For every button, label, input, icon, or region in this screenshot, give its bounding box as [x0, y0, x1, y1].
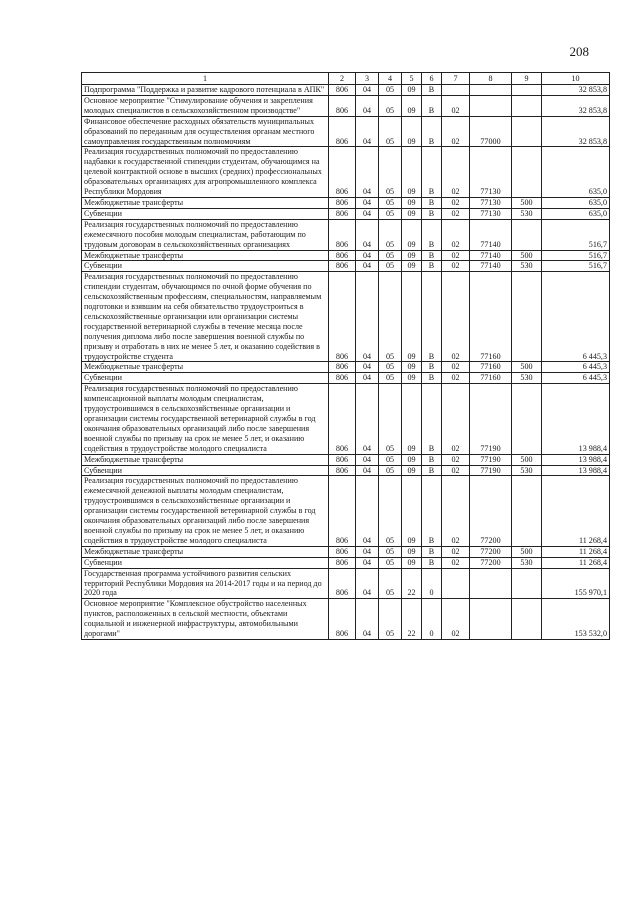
- row-amount: 6 445,3: [542, 272, 610, 362]
- code-section: 04: [356, 546, 379, 557]
- code-event: 02: [442, 557, 470, 568]
- column-header: 7: [442, 73, 470, 85]
- code-program: 09: [402, 250, 422, 261]
- code-event: 02: [442, 465, 470, 476]
- code-admin: 806: [329, 568, 356, 599]
- code-program: 09: [402, 272, 422, 362]
- code-program: 09: [402, 476, 422, 546]
- code-subsection: 05: [379, 250, 402, 261]
- code-program: 22: [402, 599, 422, 640]
- table-row: [82, 147, 610, 198]
- code-subsection: 05: [379, 219, 402, 250]
- code-expense-type: 530: [512, 261, 542, 272]
- row-name: Подпрограмма "Поддержка и развитие кадрового потенциала в АПК": [82, 85, 329, 96]
- code-program: 09: [402, 147, 422, 198]
- code-section: 04: [356, 476, 379, 546]
- code-section: 04: [356, 465, 379, 476]
- code-program: 09: [402, 384, 422, 454]
- code-direction: 77130: [470, 147, 512, 198]
- code-admin: 806: [329, 261, 356, 272]
- code-section: 04: [356, 272, 379, 362]
- code-section: 04: [356, 384, 379, 454]
- code-expense-type: 500: [512, 362, 542, 373]
- code-admin: 806: [329, 250, 356, 261]
- code-subsection: 05: [379, 85, 402, 96]
- table-row: [82, 568, 610, 599]
- code-expense-type: 500: [512, 197, 542, 208]
- row-name: Межбюджетные трансферты: [82, 250, 329, 261]
- column-header: 3: [356, 73, 379, 85]
- row-name: Субвенции: [82, 557, 329, 568]
- code-direction: 77130: [470, 208, 512, 219]
- code-program: 22: [402, 568, 422, 599]
- row-amount: 11 268,4: [542, 476, 610, 546]
- row-name: Государственная программа устойчивого развития сельских территорий Республики Мордовия на 2014-2017 годы и на период до 2020 года: [82, 568, 329, 599]
- code-event: [442, 85, 470, 96]
- table-row: [82, 465, 610, 476]
- table-row: [82, 208, 610, 219]
- row-name: Межбюджетные трансферты: [82, 546, 329, 557]
- code-admin: 806: [329, 465, 356, 476]
- row-amount: 11 268,4: [542, 557, 610, 568]
- table-row: [82, 116, 610, 147]
- code-subsection: 05: [379, 208, 402, 219]
- code-direction: [470, 599, 512, 640]
- code-expense-type: [512, 219, 542, 250]
- code-expense-type: 530: [512, 208, 542, 219]
- code-admin: 806: [329, 599, 356, 640]
- code-program: 09: [402, 465, 422, 476]
- code-program: 09: [402, 208, 422, 219]
- code-event: 02: [442, 476, 470, 546]
- table-row: [82, 557, 610, 568]
- table-row: [82, 261, 610, 272]
- code-expense-type: 500: [512, 454, 542, 465]
- code-subprogram: 0: [422, 599, 442, 640]
- code-expense-type: 500: [512, 546, 542, 557]
- code-direction: 77160: [470, 272, 512, 362]
- column-header: 10: [542, 73, 610, 85]
- code-admin: 806: [329, 454, 356, 465]
- row-amount: 11 268,4: [542, 546, 610, 557]
- code-subsection: 05: [379, 261, 402, 272]
- code-program: 09: [402, 373, 422, 384]
- code-direction: 77000: [470, 116, 512, 147]
- table-row: [82, 454, 610, 465]
- code-subprogram: В: [422, 384, 442, 454]
- code-program: 09: [402, 362, 422, 373]
- code-subsection: 05: [379, 568, 402, 599]
- table-row: [82, 373, 610, 384]
- code-direction: 77200: [470, 557, 512, 568]
- code-event: 02: [442, 272, 470, 362]
- code-admin: 806: [329, 95, 356, 116]
- code-direction: 77190: [470, 465, 512, 476]
- code-subprogram: В: [422, 95, 442, 116]
- column-header: 2: [329, 73, 356, 85]
- code-subsection: 05: [379, 147, 402, 198]
- code-section: 04: [356, 116, 379, 147]
- code-direction: 77140: [470, 250, 512, 261]
- code-direction: 77140: [470, 219, 512, 250]
- code-admin: 806: [329, 362, 356, 373]
- code-subprogram: В: [422, 147, 442, 198]
- code-program: 09: [402, 546, 422, 557]
- code-event: 02: [442, 219, 470, 250]
- code-admin: 806: [329, 85, 356, 96]
- code-subsection: 05: [379, 384, 402, 454]
- code-event: 02: [442, 261, 470, 272]
- code-subprogram: В: [422, 85, 442, 96]
- code-direction: 77140: [470, 261, 512, 272]
- code-direction: [470, 85, 512, 96]
- row-name: Субвенции: [82, 373, 329, 384]
- code-subsection: 05: [379, 362, 402, 373]
- code-subprogram: В: [422, 116, 442, 147]
- row-name: Межбюджетные трансферты: [82, 197, 329, 208]
- code-subsection: 05: [379, 197, 402, 208]
- table-row: [82, 85, 610, 96]
- code-admin: 806: [329, 197, 356, 208]
- row-amount: 32 853,8: [542, 116, 610, 147]
- code-program: 09: [402, 95, 422, 116]
- row-amount: 635,0: [542, 208, 610, 219]
- code-subsection: 05: [379, 599, 402, 640]
- code-expense-type: [512, 95, 542, 116]
- table-row: [82, 250, 610, 261]
- table-row: [82, 476, 610, 546]
- row-name: Реализация государственных полномочий по предоставлению стипендии студентам, обучающимся по очной форме обучения по сельскохозяйственным профессиям, специальностям, направляемым подготовки и взявшим на себя обязательство трудоустроиться в сельскохозяйственные организации или организации системы государственной ветеринарной службы в течение месяца после получения диплома либо после завершения военной службы по призыву и отработать в них не менее 5 лет, и оказанию содействия в трудоустройстве студента: [82, 272, 329, 362]
- table-row: [82, 362, 610, 373]
- code-program: 09: [402, 219, 422, 250]
- code-expense-type: 530: [512, 557, 542, 568]
- code-subprogram: В: [422, 465, 442, 476]
- code-section: 04: [356, 95, 379, 116]
- code-admin: 806: [329, 147, 356, 198]
- code-admin: 806: [329, 546, 356, 557]
- code-event: 02: [442, 95, 470, 116]
- code-direction: 77130: [470, 197, 512, 208]
- row-name: Реализация государственных полномочий по предоставлению ежемесячной денежной выплаты молодым специалистам, трудоустроившимся в сельскохозяйственные организации и организации системы государственной ветеринарной службы в год окончания образовательных организаций либо после завершения военной службы по призыву на срок не менее 5 лет, и оказанию содействия в трудоустройстве молодого специалиста: [82, 476, 329, 546]
- code-section: 04: [356, 557, 379, 568]
- row-amount: 155 970,1: [542, 568, 610, 599]
- code-subprogram: В: [422, 197, 442, 208]
- code-direction: 77190: [470, 454, 512, 465]
- row-name: Межбюджетные трансферты: [82, 454, 329, 465]
- code-subprogram: В: [422, 250, 442, 261]
- code-subsection: 05: [379, 272, 402, 362]
- code-expense-type: [512, 599, 542, 640]
- code-expense-type: 530: [512, 373, 542, 384]
- code-expense-type: [512, 147, 542, 198]
- row-amount: 516,7: [542, 250, 610, 261]
- table-row: [82, 546, 610, 557]
- code-section: 04: [356, 373, 379, 384]
- table-row: [82, 384, 610, 454]
- code-section: 04: [356, 219, 379, 250]
- row-amount: 13 988,4: [542, 465, 610, 476]
- code-direction: [470, 95, 512, 116]
- code-admin: 806: [329, 384, 356, 454]
- code-event: 02: [442, 384, 470, 454]
- row-name: Субвенции: [82, 208, 329, 219]
- code-subprogram: В: [422, 546, 442, 557]
- table-header-row: [82, 73, 610, 85]
- code-section: 04: [356, 208, 379, 219]
- code-program: 09: [402, 116, 422, 147]
- code-section: 04: [356, 568, 379, 599]
- column-header: 9: [512, 73, 542, 85]
- budget-table: [81, 72, 610, 640]
- code-event: 02: [442, 454, 470, 465]
- row-amount: 32 853,8: [542, 85, 610, 96]
- row-name: Межбюджетные трансферты: [82, 362, 329, 373]
- code-program: 09: [402, 261, 422, 272]
- code-direction: 77160: [470, 373, 512, 384]
- table-row: [82, 599, 610, 640]
- code-expense-type: [512, 272, 542, 362]
- code-section: 04: [356, 454, 379, 465]
- code-direction: 77190: [470, 384, 512, 454]
- row-amount: 516,7: [542, 219, 610, 250]
- row-name: Основное мероприятие "Стимулирование обучения и закрепления молодых специалистов в сельскохозяйственном производстве": [82, 95, 329, 116]
- code-subprogram: В: [422, 219, 442, 250]
- code-subprogram: В: [422, 362, 442, 373]
- table-row: [82, 219, 610, 250]
- row-amount: 13 988,4: [542, 384, 610, 454]
- code-event: [442, 568, 470, 599]
- code-direction: 77160: [470, 362, 512, 373]
- row-amount: 13 988,4: [542, 454, 610, 465]
- row-name: Реализация государственных полномочий по предоставлению компенсационной выплаты молодым специалистам, трудоустроившимся в сельскохозяйственные организации и организации системы государственной ветеринарной службы в год окончания образовательных организаций либо после завершения военной службы по призыву на срок не менее 5 лет, и оказанию содействия в трудоустройстве молодого специалиста: [82, 384, 329, 454]
- row-name: Субвенции: [82, 261, 329, 272]
- code-expense-type: [512, 568, 542, 599]
- row-amount: 32 853,8: [542, 95, 610, 116]
- code-subprogram: В: [422, 208, 442, 219]
- code-direction: 77200: [470, 546, 512, 557]
- code-expense-type: [512, 476, 542, 546]
- code-section: 04: [356, 85, 379, 96]
- code-section: 04: [356, 147, 379, 198]
- code-expense-type: 530: [512, 465, 542, 476]
- code-subsection: 05: [379, 557, 402, 568]
- code-subprogram: В: [422, 454, 442, 465]
- row-name: Субвенции: [82, 465, 329, 476]
- code-program: 09: [402, 557, 422, 568]
- row-name: Финансовое обеспечение расходных обязательств муниципальных образований по переданным для осуществления органам местного самоуправления государственным полномочиям: [82, 116, 329, 147]
- page-number: 208: [569, 44, 589, 59]
- code-subprogram: В: [422, 261, 442, 272]
- code-subsection: 05: [379, 373, 402, 384]
- code-subsection: 05: [379, 465, 402, 476]
- column-header: 6: [422, 73, 442, 85]
- table-row: [82, 95, 610, 116]
- column-header: 8: [470, 73, 512, 85]
- code-admin: 806: [329, 208, 356, 219]
- code-subsection: 05: [379, 454, 402, 465]
- row-name: Реализация государственных полномочий по предоставлению надбавки к государственной стипендии студентам, обучающимся на целевой контрактной основе в высших (средних) профессиональных образовательных организациях для агропромышленного комплекса Республики Мордовия: [82, 147, 329, 198]
- code-admin: 806: [329, 116, 356, 147]
- code-event: 02: [442, 208, 470, 219]
- code-subsection: 05: [379, 95, 402, 116]
- row-amount: 6 445,3: [542, 362, 610, 373]
- row-amount: 635,0: [542, 197, 610, 208]
- code-event: 02: [442, 362, 470, 373]
- code-program: 09: [402, 454, 422, 465]
- code-expense-type: [512, 85, 542, 96]
- code-event: 02: [442, 116, 470, 147]
- code-section: 04: [356, 599, 379, 640]
- table-row: [82, 197, 610, 208]
- code-subprogram: В: [422, 373, 442, 384]
- code-event: 02: [442, 599, 470, 640]
- code-event: 02: [442, 147, 470, 198]
- code-subsection: 05: [379, 476, 402, 546]
- code-event: 02: [442, 250, 470, 261]
- table-row: [82, 272, 610, 362]
- code-subprogram: В: [422, 476, 442, 546]
- row-amount: 153 532,0: [542, 599, 610, 640]
- row-amount: 635,0: [542, 147, 610, 198]
- column-header: 4: [379, 73, 402, 85]
- code-subsection: 05: [379, 116, 402, 147]
- code-section: 04: [356, 197, 379, 208]
- code-section: 04: [356, 250, 379, 261]
- code-direction: [470, 568, 512, 599]
- code-subsection: 05: [379, 546, 402, 557]
- row-name: Основное мероприятие "Комплексное обустройство населенных пунктов, расположенных в сельской местности, объектами социальной и инженерной инфраструктуры, автомобильными дорогами": [82, 599, 329, 640]
- code-expense-type: [512, 116, 542, 147]
- code-event: 02: [442, 197, 470, 208]
- code-event: 02: [442, 373, 470, 384]
- code-event: 02: [442, 546, 470, 557]
- code-section: 04: [356, 362, 379, 373]
- code-subprogram: 0: [422, 568, 442, 599]
- code-admin: 806: [329, 557, 356, 568]
- row-amount: 516,7: [542, 261, 610, 272]
- code-program: 09: [402, 197, 422, 208]
- code-section: 04: [356, 261, 379, 272]
- code-subprogram: В: [422, 272, 442, 362]
- column-header: 5: [402, 73, 422, 85]
- row-name: Реализация государственных полномочий по предоставлению ежемесячного пособия молодым специалистам, работающим по трудовым договорам в сельскохозяйственных организациях: [82, 219, 329, 250]
- code-program: 09: [402, 85, 422, 96]
- code-expense-type: [512, 384, 542, 454]
- code-direction: 77200: [470, 476, 512, 546]
- code-admin: 806: [329, 373, 356, 384]
- code-admin: 806: [329, 272, 356, 362]
- code-admin: 806: [329, 476, 356, 546]
- row-amount: 6 445,3: [542, 373, 610, 384]
- column-header: 1: [82, 73, 329, 85]
- code-expense-type: 500: [512, 250, 542, 261]
- code-admin: 806: [329, 219, 356, 250]
- table-body: [82, 85, 610, 640]
- code-subprogram: В: [422, 557, 442, 568]
